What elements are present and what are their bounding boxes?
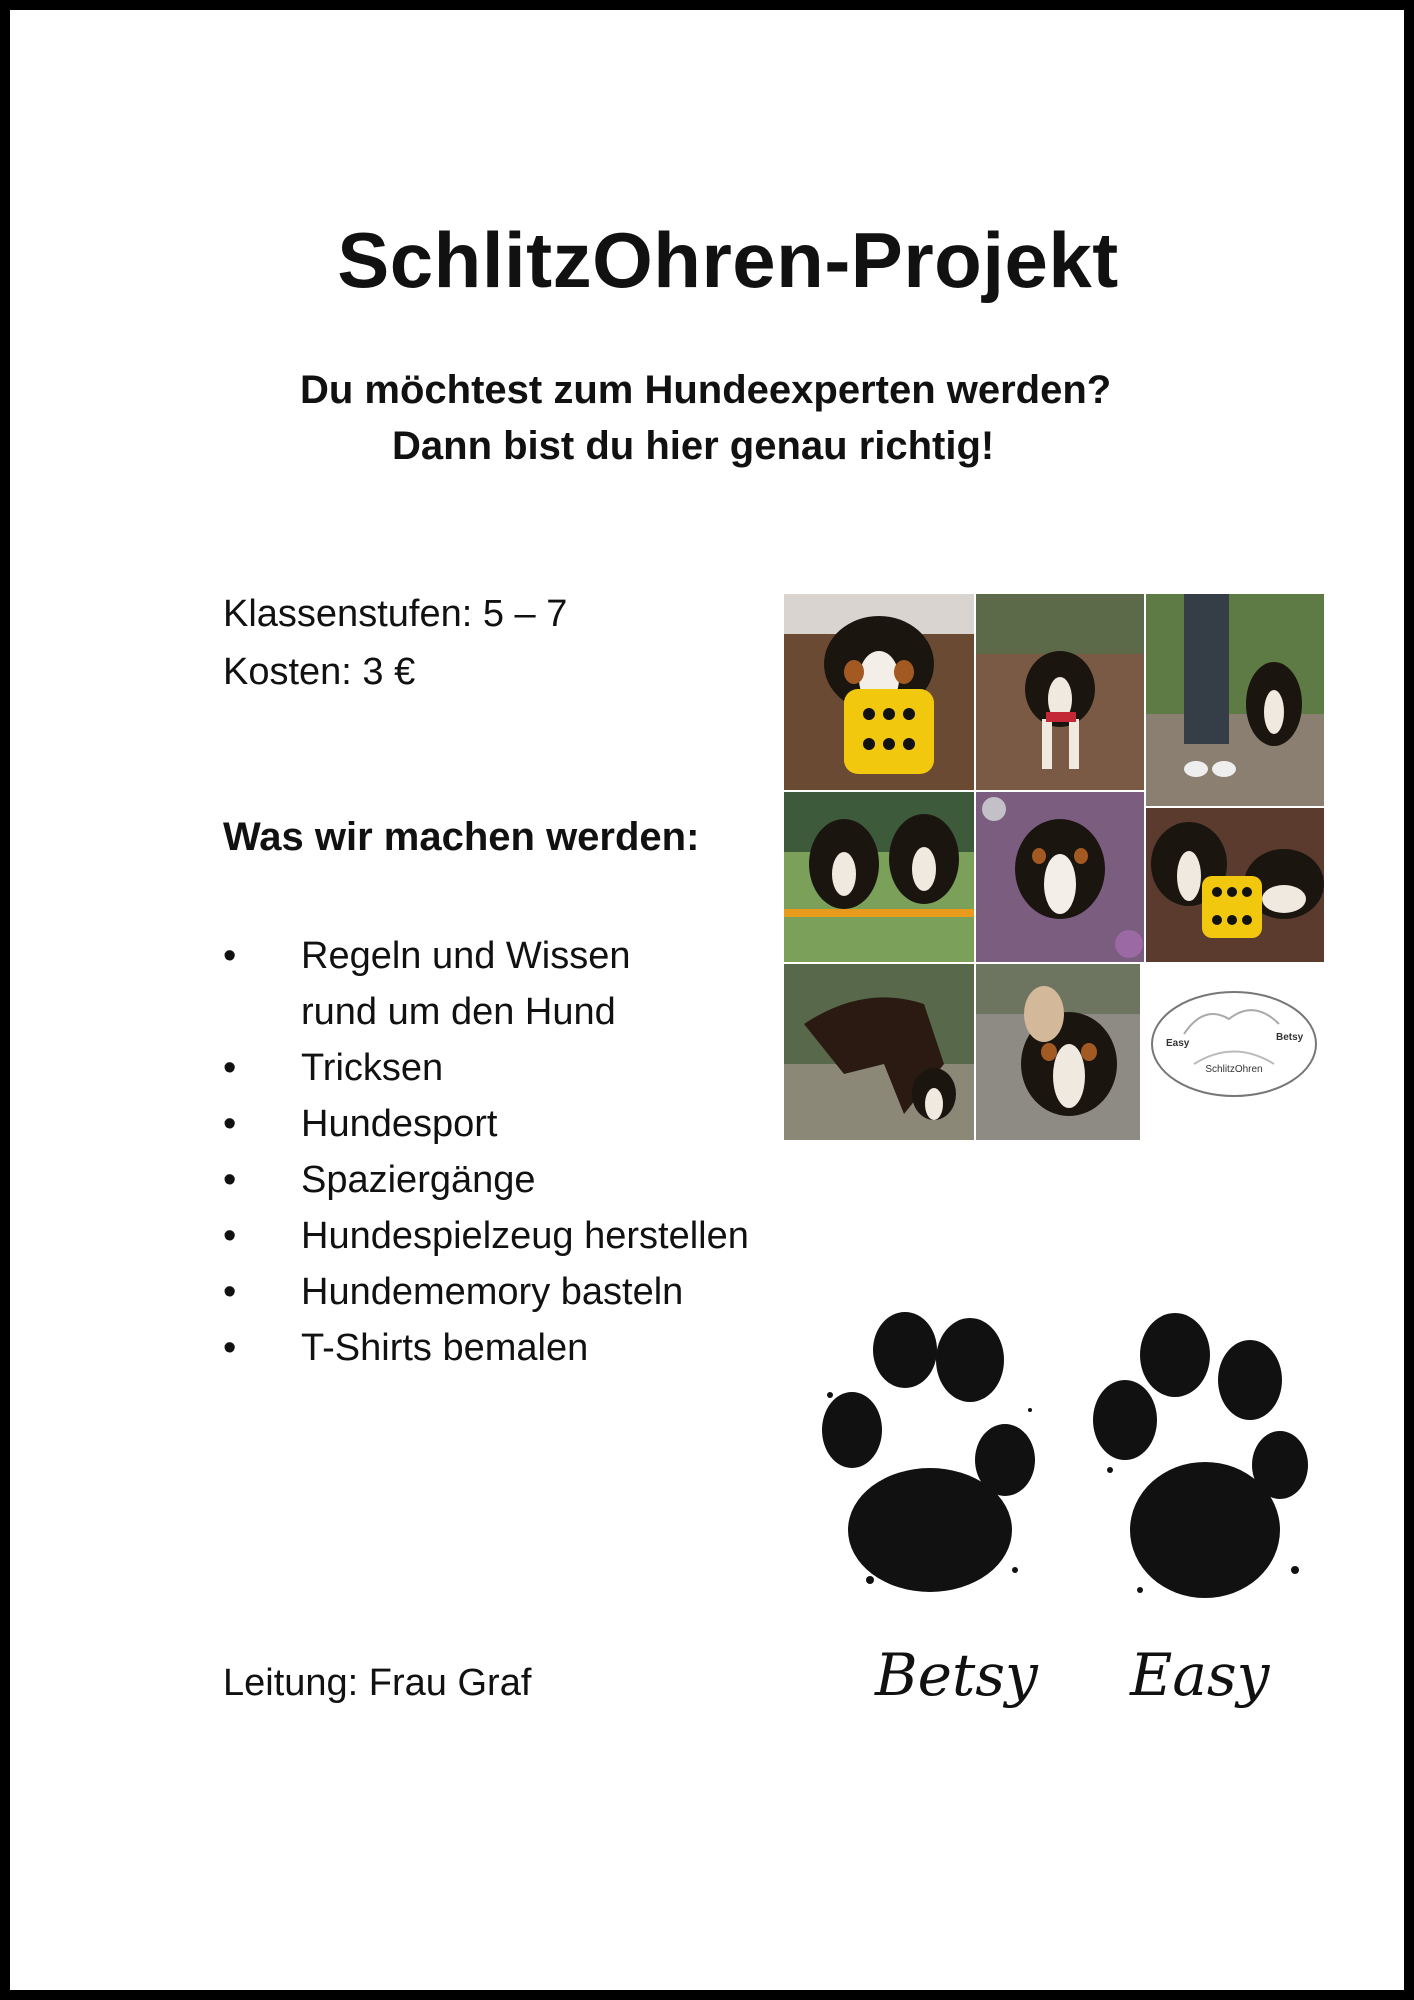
photo-dog-on-leaves bbox=[976, 594, 1144, 790]
grade-levels: Klassenstufen: 5 – 7 bbox=[223, 593, 568, 635]
bullet: • bbox=[223, 1047, 237, 1089]
signature-betsy: Betsy bbox=[875, 1641, 1038, 1709]
paw-print-easy-icon bbox=[1093, 1313, 1308, 1598]
logo-name-left: Easy bbox=[1166, 1038, 1190, 1049]
subtitle-line-2: Dann bist du hier genau richtig! bbox=[392, 424, 995, 468]
paw-print-betsy-icon bbox=[822, 1312, 1035, 1592]
cost: Kosten: 3 € bbox=[223, 651, 416, 693]
photo-dog-with-dice bbox=[784, 594, 974, 790]
bullet: • bbox=[223, 1103, 237, 1145]
bullet: • bbox=[223, 1159, 237, 1201]
photo-dog-in-flowers bbox=[976, 792, 1144, 962]
list-item: • Regeln und Wissen bbox=[223, 928, 749, 984]
photo-dog-jumping bbox=[784, 964, 974, 1140]
dog-photo-collage bbox=[784, 594, 1324, 1140]
subtitle-line-1: Du möchtest zum Hundeexperten werden? bbox=[300, 368, 1112, 412]
photo-two-dogs-hurdle bbox=[784, 792, 974, 962]
list-item: • Spaziergänge bbox=[223, 1152, 749, 1208]
photo-two-dogs-with-dice bbox=[1146, 808, 1324, 962]
list-item: • Hundememory basteln bbox=[223, 1264, 749, 1320]
list-item: • Hundespielzeug herstellen bbox=[223, 1208, 749, 1264]
signature-easy: Easy bbox=[1130, 1641, 1270, 1709]
logo-brand: SchlitzOhren bbox=[1205, 1064, 1263, 1075]
list-item-continuation: rund um den Hund bbox=[301, 991, 616, 1033]
activities-heading: Was wir machen werden: bbox=[223, 815, 700, 859]
activities-list bbox=[223, 928, 749, 1376]
flyer-subtitle bbox=[300, 362, 1111, 474]
list-item: • T-Shirts bemalen bbox=[223, 1320, 749, 1376]
logo-name-right: Betsy bbox=[1276, 1032, 1304, 1043]
list-item: • Hundesport bbox=[223, 1096, 749, 1152]
project-leader: Leitung: Frau Graf bbox=[223, 1662, 532, 1704]
photo-dog-walking-with-person bbox=[1146, 594, 1324, 806]
bullet: • bbox=[223, 1271, 237, 1313]
bullet: • bbox=[223, 935, 237, 977]
bullet: • bbox=[223, 1327, 237, 1369]
project-info bbox=[223, 585, 567, 701]
paw-prints bbox=[790, 1300, 1350, 1770]
schlitzohren-logo bbox=[1152, 992, 1316, 1096]
bullet: • bbox=[223, 1215, 237, 1257]
flyer-title: SchlitzOhren-Projekt bbox=[337, 216, 1119, 304]
photo-dog-giving-paw bbox=[976, 964, 1140, 1140]
list-item: • Tricksen bbox=[223, 1040, 749, 1096]
